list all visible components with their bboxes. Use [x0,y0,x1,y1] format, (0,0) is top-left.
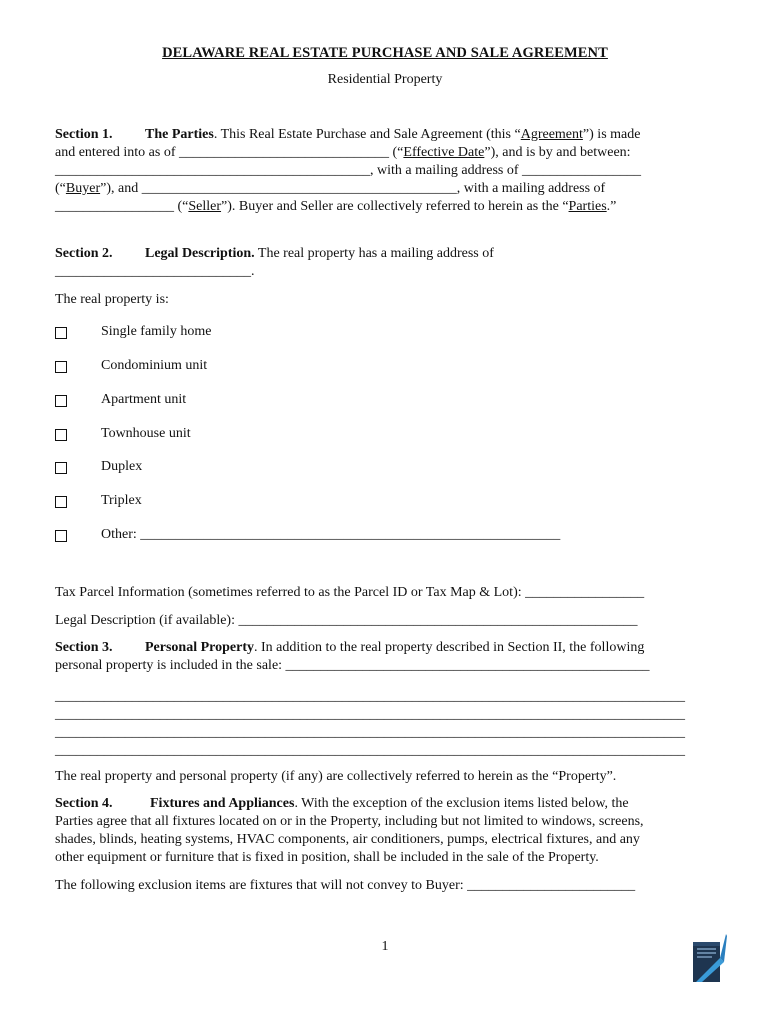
section-2-line-2: ____________________________. [55,264,255,279]
option-label: Condominium unit [101,358,208,373]
section-1-line-4: (“Buyer”), and _____________________________________________, with a mailing address of [55,181,606,196]
document-title: DELAWARE REAL ESTATE PURCHASE AND SALE AGREEMENT [162,45,608,61]
section-3-heading: Personal Property [145,640,254,655]
parties-term: Parties [568,199,607,214]
blank-line: __________________________________________________________________________________________ [55,707,685,722]
agreement-defined-term: Agreement [520,127,583,142]
tax-parcel-line: Tax Parcel Information (sometimes referred to as the Parcel ID or Tax Map & Lot): _________________ [55,585,645,600]
blank-line: __________________________________________________________________________________________ [55,743,685,758]
section-4-line-2: Parties agree that all fixtures located on or in the Property, including but not limited to windows, screens, [55,814,644,829]
section-2-line-1: Section 2. Legal Description. The real property has a mailing address of [55,246,494,261]
section-3-number: Section 3. [55,640,113,655]
property-collective-line: The real property and personal property (if any) are collectively referred to herein as the “Property”. [55,769,617,784]
section-1-line-2: and entered into as of ______________________________ (“Effective Date”), and is by and between: [55,145,631,160]
option-label: Townhouse unit [101,426,191,441]
blank-line: __________________________________________________________________________________________ [55,725,685,740]
section-2-number: Section 2. [55,246,113,261]
section-4-line-4: other equipment or furniture that is fixed in position, shall be included in the sale of the Property. [55,850,599,865]
section-1-line-3: _____________________________________________, with a mailing address of _________________ [55,163,642,178]
section-1-heading: The Parties [145,127,214,142]
section-4-line-1: Section 4. Fixtures and Appliances. With the exception of the exclusion items listed below, the [55,796,629,811]
blank-line: __________________________________________________________________________________________ [55,689,685,704]
checkbox-single-family-home[interactable] [55,327,67,339]
checkbox-townhouse-unit[interactable] [55,429,67,441]
option-label: Single family home [101,324,212,339]
option-label: Duplex [101,459,143,474]
section-3-line-1: Section 3. Personal Property. In addition to the real property described in Section II, the following [55,640,645,655]
section-1-line-5: _________________ (“Seller”). Buyer and Seller are collectively referred to herein as the “Parties.” [55,199,617,214]
exclusion-items-line: The following exclusion items are fixtures that will not convey to Buyer: ________________________ [55,878,636,893]
option-label: Apartment unit [101,392,187,407]
section-1-line-1: Section 1. The Parties. This Real Estate Purchase and Sale Agreement (this “Agreement”) is made [55,127,641,142]
page-number: 1 [381,939,389,954]
property-type-intro: The real property is: [55,292,169,307]
effective-date-term: Effective Date [403,145,485,160]
checkbox-other[interactable] [55,530,67,542]
legal-description-line: Legal Description (if available): _________________________________________________________ [55,613,638,628]
option-label: Other: ____________________________________________________________ [101,527,561,542]
section-3-line-2: personal property is included in the sale: ____________________________________________________ [55,658,650,673]
document-logo-icon [690,932,728,984]
section-4-heading: Fixtures and Appliances [150,796,295,811]
checkbox-apartment-unit[interactable] [55,395,67,407]
section-4-number: Section 4. [55,796,113,811]
checkbox-triplex[interactable] [55,496,67,508]
checkbox-duplex[interactable] [55,462,67,474]
section-1-number: Section 1. [55,127,113,142]
buyer-term: Buyer [65,181,101,196]
section-2-heading: Legal Description. [145,246,255,261]
checkbox-condominium-unit[interactable] [55,361,67,373]
document-subtitle: Residential Property [327,72,443,87]
section-4-line-3: shades, blinds, heating systems, HVAC components, air conditioners, pumps, electrical fixtures, and any [55,832,640,847]
seller-term: Seller [188,199,222,214]
option-label: Triplex [101,493,142,508]
